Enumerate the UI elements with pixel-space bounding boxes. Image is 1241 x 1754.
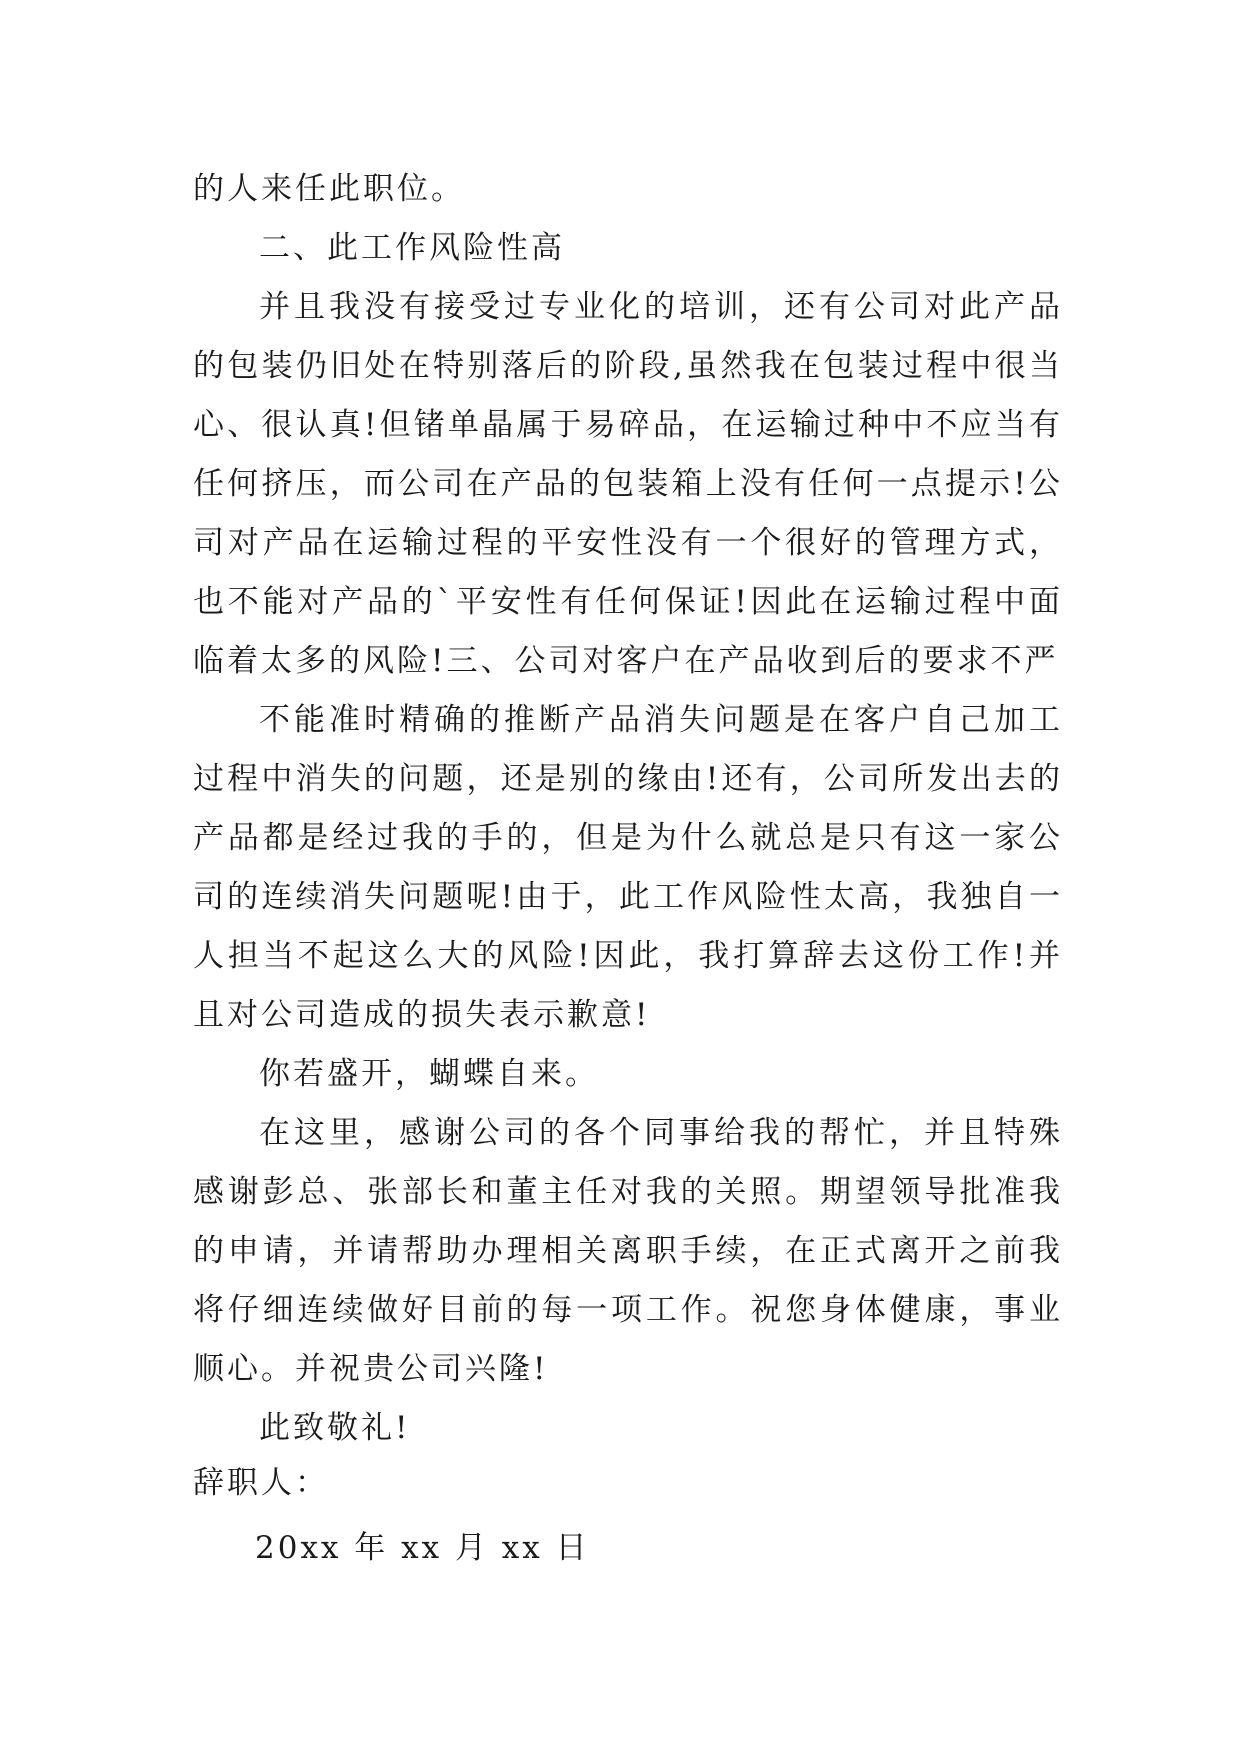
paragraph-thanks: 在这里，感谢公司的各个同事给我的帮忙，并且特殊感谢彭总、张部长和董主任对我的关照。期望领导批准我的申请，并请帮助办理相关离职手续，在正式离开之前我将仔细连续做好目前的每一项工作。祝您身体健康，事业顺心。并祝贵公司兴隆! [193,1115,1063,1387]
section-heading-risk: 二、此工作风险性高 [259,230,565,266]
paragraph-packaging-risk: 并且我没有接受过专业化的培训，还有公司对此产品的包装仍旧处在特别落后的阶段,虽然我在包装过程中很当心、很认真!但锗单晶属于易碎品，在运输过种中不应当有任何挤压，而公司在产品的包装箱上没有任何一点提示!公司对产品在运输过程的平安性没有一个很好的管理方式，也不能对产品的`平安性有任何保证!因此在运输过程中面临着太多的风险!三、公司对客户在产品收到后的要求不严 [193,289,1063,679]
letter-body [193,160,1063,1578]
signer-label: 辞职人： [193,1465,329,1501]
letter-date: 20xx 年 xx 月 xx 日 [255,1530,590,1566]
paragraph-continuation: 的人来任此职位。 [193,171,465,207]
closing-salutation: 此致敬礼! [259,1410,411,1446]
paragraph-quote: 你若盛开，蝴蝶自来。 [259,1056,599,1092]
paragraph-product-issue: 不能准时精确的推断产品消失问题是在客户自己加工过程中消失的问题，还是别的缘由!还有，公司所发出去的产品都是经过我的手的，但是为什么就总是只有这一家公司的连续消失问题呢!由于，此工作风险性太高，我独自一人担当不起这么大的风险!因此，我打算辞去这份工作!并且对公司造成的损失表示歉意! [193,702,1063,1033]
